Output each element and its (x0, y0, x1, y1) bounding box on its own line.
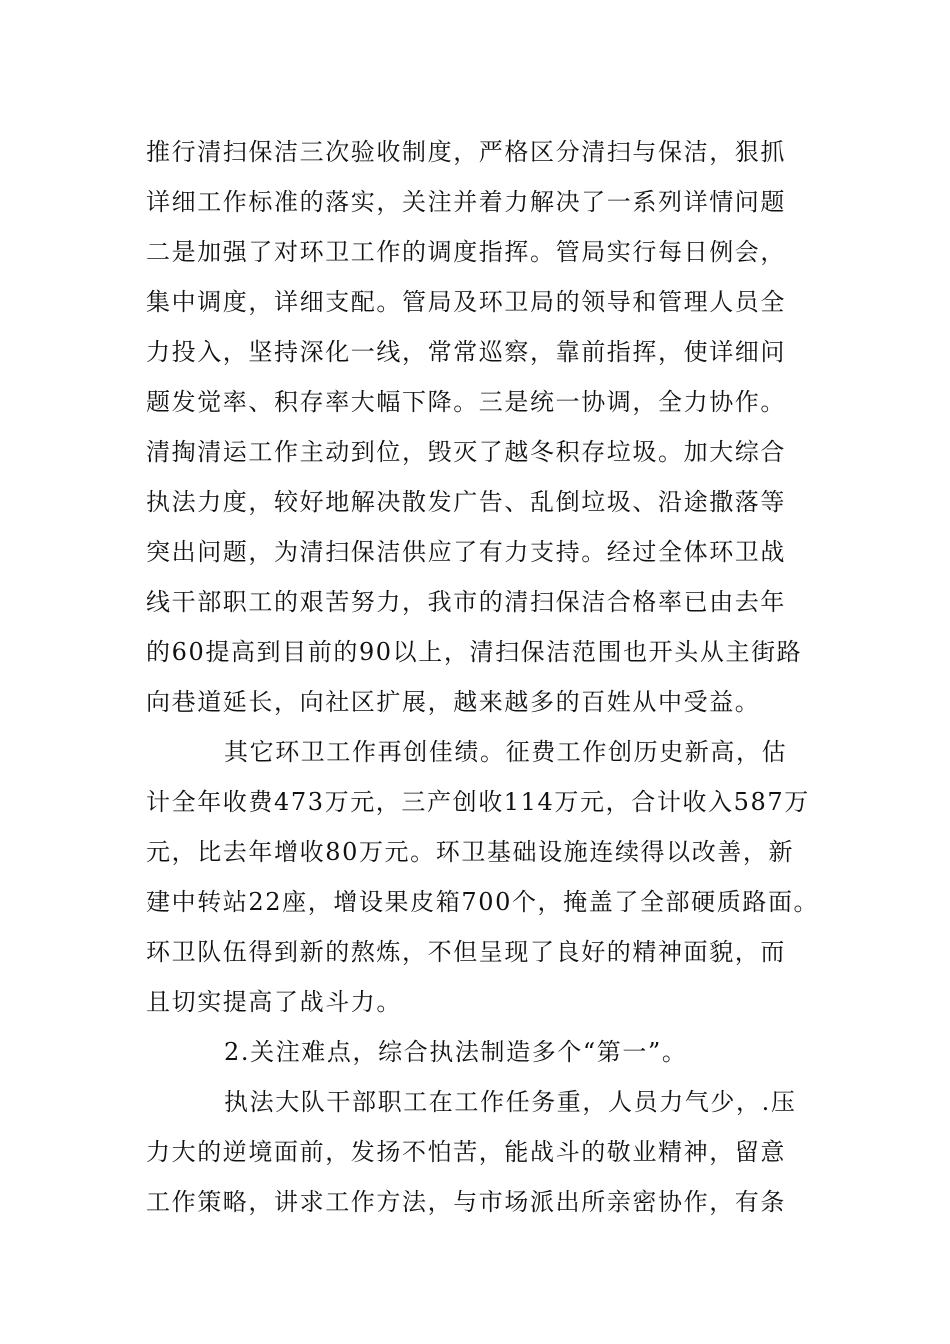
section-heading: 2.关注难点，综合执法制造多个“第一”。 (224, 1038, 688, 1066)
text-line: 工作策略，讲求工作方法，与市场派出所亲密协作，有条 (146, 1188, 786, 1216)
paragraph-first-line: 其它环卫工作再创佳绩。征费工作创历史新高，估 (224, 738, 788, 766)
text-line: 集中调度，详细支配。管局及环卫局的领导和管理人员全 (146, 288, 786, 316)
text-line: 的60提高到目前的90以上，清扫保洁范围也开头从主街路 (146, 638, 803, 666)
text-line: 清掏清运工作主动到位，毁灭了越冬积存垃圾。加大综合 (146, 438, 786, 466)
text-line: 力大的逆境面前，发扬不怕苦，能战斗的敬业精神，留意 (146, 1138, 786, 1166)
text-line: 且切实提高了战斗力。 (146, 988, 402, 1016)
text-line: 元，比去年增收80万元。环卫基础设施连续得以改善，新 (146, 838, 795, 866)
text-line: 详细工作标准的落实，关注并着力解决了一系列详情问题 (146, 188, 786, 216)
text-line: 线干部职工的艰苦努力，我市的清扫保洁合格率已由去年 (146, 588, 786, 616)
text-line: 推行清扫保洁三次验收制度，严格区分清扫与保洁，狠抓 (146, 138, 786, 166)
text-line: 力投入，坚持深化一线，常常巡察，靠前指挥，使详细问 (146, 338, 786, 366)
text-line: 突出问题，为清扫保洁供应了有力支持。经过全体环卫战 (146, 538, 786, 566)
text-line: 建中转站22座，增设果皮箱700个，掩盖了全部硬质路面。 (146, 888, 820, 916)
text-line: 环卫队伍得到新的熬炼，不但呈现了良好的精神面貌，而 (146, 938, 786, 966)
paragraph-first-line: 执法大队干部职工在工作任务重，人员力气少，.压 (224, 1088, 797, 1116)
text-line: 计全年收费473万元，三产创收114万元，合计收入587万 (146, 788, 810, 816)
text-line: 向巷道延长，向社区扩展，越来越多的百姓从中受益。 (146, 688, 761, 716)
text-line: 二是加强了对环卫工作的调度指挥。管局实行每日例会， (146, 238, 786, 266)
text-line: 执法力度，较好地解决散发广告、乱倒垃圾、沿途撒落等 (146, 488, 786, 516)
text-line: 题发觉率、积存率大幅下降。三是统一协调，全力协作。 (146, 388, 786, 416)
